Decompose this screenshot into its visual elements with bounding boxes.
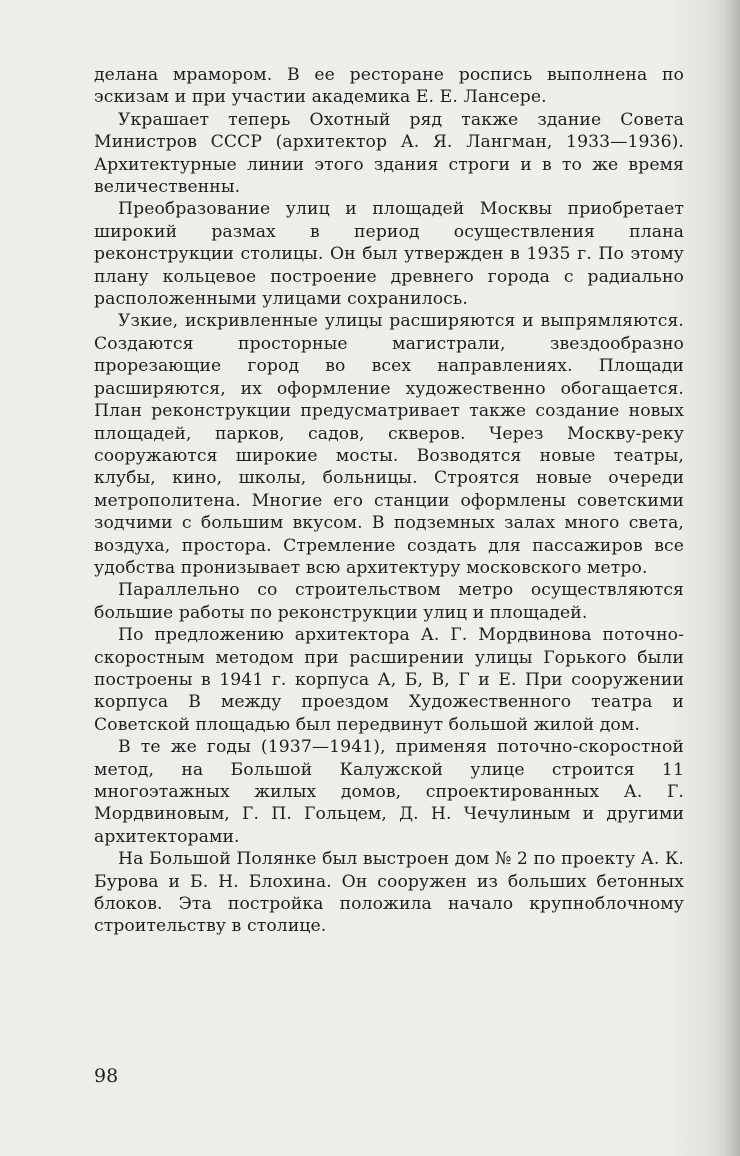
paragraph-2: Украшает теперь Охотный ряд также здание Совета Министров СССР (архитектор А. Я. Лангман, 1933—1936). Архитектурные линии этого здания строги и в то же время величественны.	[94, 109, 684, 198]
paragraph-8: На Большой Полянке был выстроен дом № 2 по проекту А. К. Бурова и Б. Н. Блохина. Он сооружен из больших бетонных блоков. Эта постройка положила начало крупноблочному строительству в столице.	[94, 849, 684, 937]
body-text	[94, 64, 684, 938]
paragraph-1: делана мрамором. В ее ресторане роспись выполнена по эскизам и при участии академика Е. Е. Лансере.	[94, 65, 684, 108]
paragraph-5: Параллельно со строительством метро осуществляются большие работы по реконструкции улиц и площадей.	[94, 580, 684, 623]
page-edge-shadow	[724, 0, 740, 1156]
paragraph-3: Преобразование улиц и площадей Москвы приобретает широкий размах в период осуществления плана реконструкции столицы. Он был утвержден в 1935 г. По этому плану кольцевое построение древнего города с радиально расположенными улицами сохранилось.	[94, 199, 684, 310]
paragraph-4: Узкие, искривленные улицы расширяются и выпрямляются. Создаются просторные магистрали, звездообразно прорезающие город во всех направлениях. Площади расширяются, их оформление художественно обогащается. План реконструкции предусматривает также создание новых площадей, парков, садов, скверов. Через Москву-реку сооружаются широкие мосты. Возводятся новые театры, клубы, кино, школы, больницы. Строятся новые очереди метрополитена. Многие его станции оформлены советскими зодчими с большим вкусом. В подземных залах много света, воздуха, простора. Стремление создать для пассажиров все удобства пронизывает всю архитектуру московского метро.	[94, 311, 684, 578]
page-number: 98	[94, 1065, 119, 1087]
paragraph-6: По предложению архитектора А. Г. Мордвинова поточно-скоростным методом при расширении улицы Горького были построены в 1941 г. корпуса А, Б, В, Г и Е. При сооружении корпуса В между проездом Художественного театра и Советской площадью был передвинут большой жилой дом.	[94, 625, 684, 735]
paragraph-7: В те же годы (1937—1941), применяя поточно-скоростной метод, на Большой Калужской улице строится 11 многоэтажных жилых домов, спроектированных А. Г. Мордвиновым, Г. П. Гольцем, Д. Н. Чечулиным и другими архитекторами.	[94, 737, 684, 847]
